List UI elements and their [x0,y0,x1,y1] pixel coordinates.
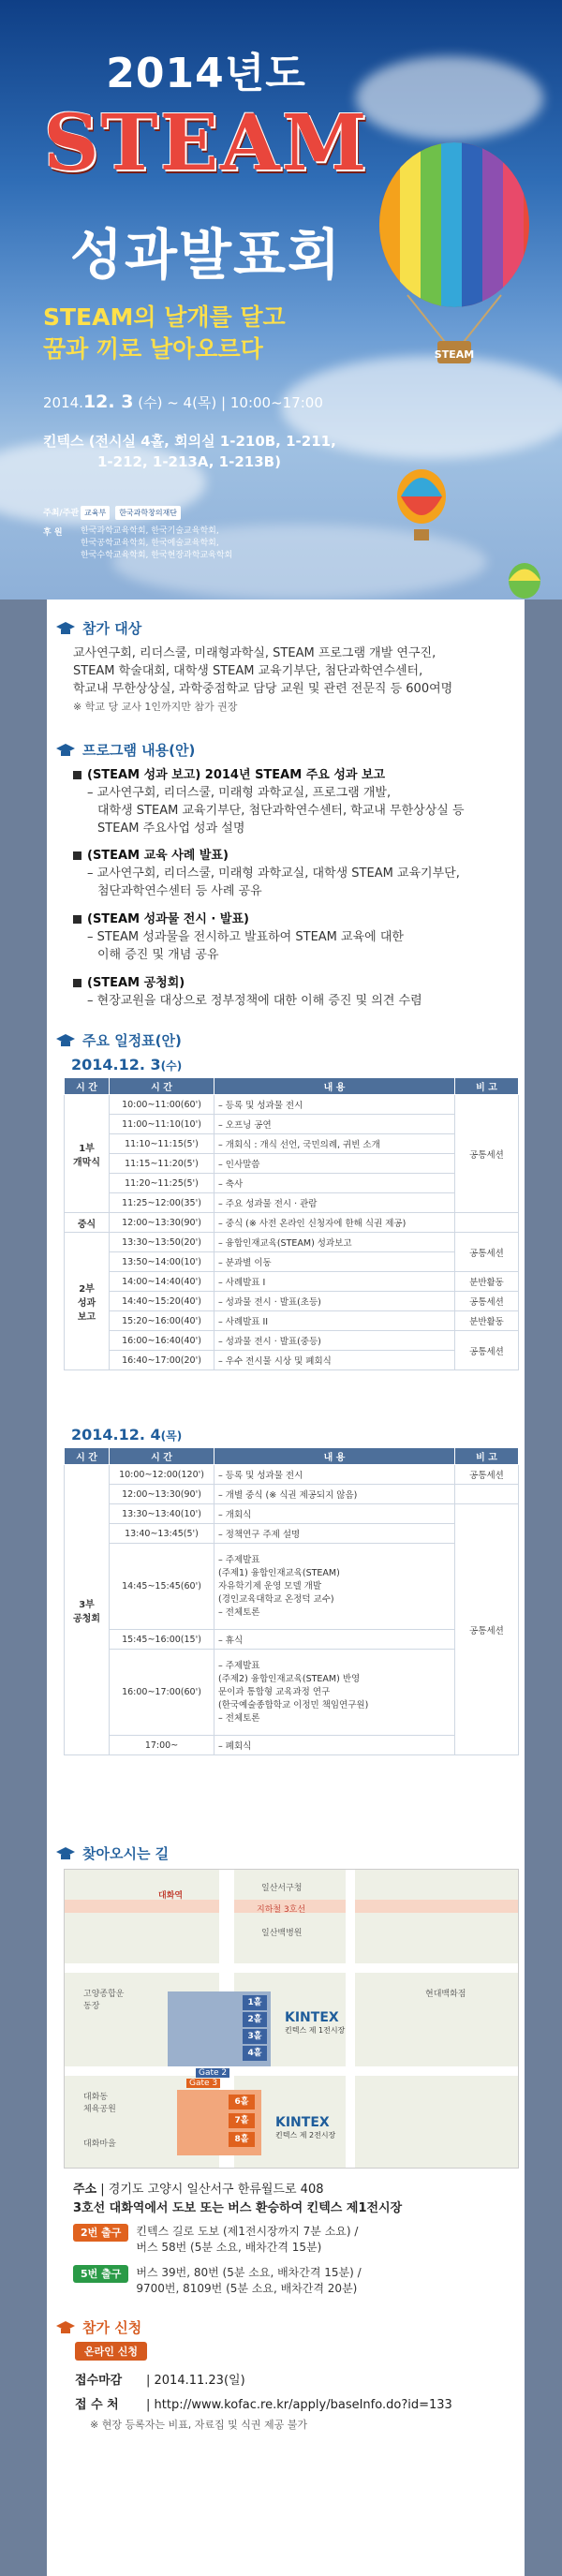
moe-logo: 교육부 [81,506,110,520]
small-balloon-icon [393,468,450,553]
program-item-desc: 첨단과학연수센터 등 사례 공유 [97,884,262,898]
time-cell: 14:00~14:40(40') [110,1272,214,1292]
note-cell: 공통세션 [455,1233,519,1272]
deadline-label: 접수마감 [75,2374,123,2388]
table-row [65,1252,519,1272]
hero-date [43,392,323,412]
exit2-line-1: 킨텍스 길로 도보 (제1전시장까지 7분 소요) / [136,2225,359,2238]
hot-air-balloon-icon [370,141,539,384]
content-cell: – 인사말씀 [214,1154,455,1174]
map-line-label: 지하철 3호선 [257,1905,306,1915]
map-station-label: 일산서구청 [261,1884,303,1893]
hero-section [0,0,562,600]
deadline-text: | 2014.11.23(일) [146,2374,245,2388]
transit-text: 3호선 대화역에서 도보 또는 버스 환승하여 킨텍스 제1전시장 [73,2201,403,2215]
part-cell: 중식 [65,1213,110,1233]
table-row [65,1193,519,1213]
exit2-line-2: 버스 58번 (5분 소요, 배차간격 15분) [136,2241,322,2254]
kofac-logo: 한국과학창의재단 [115,506,181,520]
table-row [65,1504,519,1524]
table-row [65,1115,519,1134]
program-item-desc: 이해 증진 및 개념 공유 [97,948,219,962]
content-cell: – 우수 전시물 시상 및 폐회식 [214,1351,455,1370]
gate-label: Gate 3 [186,2079,220,2088]
graduation-cap-icon [56,2321,75,2334]
gate-label: Gate 2 [196,2068,229,2078]
hosts-line-1: 한국과학교육학회, 한국기술교육학회, [81,526,219,536]
program-item [73,766,518,837]
slogan-line-1: STEAM의 날개를 달고 [43,303,286,331]
hero-title: 성과발표회 [69,223,343,287]
graduation-cap-icon [56,1034,75,1047]
kintex2-name: KINTEX [275,2115,330,2130]
program-item [73,847,518,900]
org-label-host: 주최/주관 [43,509,80,518]
map-hospital-label: 일산백병원 [261,1929,303,1938]
content-cell: – 주제발표 (주제1) 융합인재교육(STEAM) 자유학기제 운영 모델 개발 (경인교육대학교 온정덕 교수) – 전체토론 [214,1544,455,1630]
table-row [65,1544,519,1630]
apply-site-link[interactable]: | http://www.kofac.re.kr/apply/baseInfo.do?id=133 [146,2398,452,2412]
content-cell: – 등록 및 성과물 전시 [214,1465,455,1485]
location-map: 일산서구청 지하철 3호선 일산백병원 대화역 고양종합운동장 현대백화점 대화동 체육공원 대화마을 1홀 2홀 3홀 4홀 KINTEX 킨텍스 제 1전시장 Gate 2 6홀 7홀 8홀 KINTEX 킨텍스 제 2전시장 Gate 3 [64,1869,519,2169]
program-heading-text: 프로그램 내용(안) [82,742,196,759]
hosts-line-2: 한국공학교육학회, 한국예술교육학회, [81,539,219,548]
content-cell: – 오프닝 공연 [214,1115,455,1134]
content-cell: – 성과물 전시 · 발표(초등) [214,1292,455,1311]
time-cell: 12:00~13:30(90') [110,1485,214,1504]
time-cell: 15:20~16:00(40') [110,1311,214,1331]
note-cell: 공통세션 [455,1465,519,1485]
day2-dow: (목) [160,1429,183,1443]
day1-date [71,1056,182,1073]
table-row [65,1095,519,1115]
note-cell: 공통세션 [455,1095,519,1213]
tiny-balloon-icon [506,562,543,600]
col-header-content: 내 용 [214,1448,455,1465]
table-row [65,1213,519,1233]
content-cell: – 개회식 : 개식 선언, 국민의례, 귀빈 소개 [214,1134,455,1154]
exit2-badge: 2번 출구 [73,2224,128,2242]
date-year: 2014. [43,394,83,411]
table-row [65,1292,519,1311]
col-header-note: 비 고 [455,1448,519,1465]
graduation-cap-icon [56,744,75,757]
note-cell: 공통세션 [455,1331,519,1370]
target-note: ※ 학교 당 교사 1인까지만 참가 권장 [73,701,238,713]
content-cell: – 주요 성과물 전시 · 관람 [214,1193,455,1213]
note-cell: 분반활동 [455,1311,519,1331]
address-text: | 경기도 고양시 일산서구 한류월드로 408 [96,2183,324,2197]
time-cell: 14:40~15:20(40') [110,1292,214,1311]
hero-year: 2014년도 [106,50,306,97]
map-station-label: 대화역 [158,1891,184,1901]
note-cell: 공통세션 [455,1292,519,1311]
exit5-line-1: 버스 39번, 80번 (5분 소요, 배차간격 15분) / [136,2266,362,2279]
hero-organizers [43,506,232,568]
graduation-cap-icon [56,1847,75,1860]
time-cell: 15:45~16:00(15') [110,1630,214,1650]
table-row [65,1351,519,1370]
time-cell: 13:50~14:00(10') [110,1252,214,1272]
kintex1-label [285,2010,345,2036]
slogan-line-2: 꿈과 끼로 날아오르다 [43,335,263,363]
col-header-part: 시 간 [65,1448,110,1465]
program-item-title: (STEAM 성과 보고) 2014년 STEAM 주요 성과 보고 [87,768,386,782]
content-cell: – 폐회식 [214,1736,455,1755]
section-program-heading [56,740,195,760]
date-rest: (수) ~ 4(목) | 10:00~17:00 [138,394,323,411]
site-row [75,2394,452,2412]
apply-heading-text: 참가 신청 [82,2319,142,2336]
deadline-row [75,2370,245,2388]
exit2-row [73,2224,523,2256]
venue-line-2: 1-212, 1-213A, 1-213B) [97,453,281,470]
time-cell: 11:10~11:15(5') [110,1134,214,1154]
day1-schedule-table [64,1077,519,1370]
target-line-2: STEAM 학술대회, 대학생 STEAM 교육기부단, 첨단과학연수센터, [73,664,423,678]
time-cell: 11:00~11:10(10') [110,1115,214,1134]
map-store-label: 현대백화점 [425,1990,466,1999]
map-stadium-label: 고양종합운동장 [83,1990,125,2011]
col-header-part: 시 간 [65,1078,110,1095]
site-label: 접 수 처 [75,2398,119,2412]
table-row [65,1311,519,1331]
program-item-desc: 대학생 STEAM 교육기부단, 첨단과학연수센터, 학교내 무한상상실 등 [97,804,465,818]
day2-date-text: 2014.12. 4 [71,1426,161,1443]
content-cell: – 등록 및 성과물 전시 [214,1095,455,1115]
program-item [73,974,518,1010]
content-cell: – 정책연구 주제 설명 [214,1524,455,1544]
part-cell: 2부 성과 보고 [65,1233,110,1370]
table-row [65,1736,519,1755]
exit5-badge: 5번 출구 [73,2265,128,2283]
kintex2-label [275,2115,335,2140]
section-schedule-heading [56,1030,182,1050]
time-cell: 17:00~ [110,1736,214,1755]
col-header-note: 비 고 [455,1078,519,1095]
hero-slogan [43,302,286,365]
program-item-desc: STEAM 주요사업 성과 설명 [97,822,245,836]
address-block [73,2181,523,2218]
content-cell: – 분과별 이동 [214,1252,455,1272]
note-cell: 분반활동 [455,1272,519,1292]
org-label-sponsor: 후 원 [43,528,63,538]
hosts-line-3: 한국수학교육학회, 한국현장과학교육학회 [81,551,233,560]
content-cell: – 휴식 [214,1630,455,1650]
exit5-line-2: 9700번, 8109번 (5분 소요, 배차간격 20분) [136,2282,358,2295]
time-cell: 11:15~11:20(5') [110,1154,214,1174]
target-line-3: 학교내 무한상상실, 과학중점학교 담당 교원 및 관련 전문직 등 600여명 [73,682,453,696]
date-day: 12. 3 [82,392,134,412]
target-heading-text: 참가 대상 [82,620,142,637]
section-apply-heading [56,2317,141,2337]
day1-dow: (수) [160,1059,183,1073]
time-cell: 13:30~13:40(10') [110,1504,214,1524]
table-row [65,1174,519,1193]
table-row [65,1272,519,1292]
part-cell: 1부 개막식 [65,1095,110,1213]
kintex2-sub: 킨텍스 제 2전시장 [275,2131,336,2139]
col-header-content: 내 용 [214,1078,455,1095]
online-apply-badge: 온라인 신청 [75,2342,147,2361]
program-item-title: (STEAM 성과물 전시 · 발표) [87,912,249,926]
time-cell: 16:00~17:00(60') [110,1650,214,1736]
day2-schedule-table [64,1447,519,1755]
time-cell: 13:40~13:45(5') [110,1524,214,1544]
table-row [65,1630,519,1650]
content-cell: – 개회식 [214,1504,455,1524]
section-target-heading [56,618,141,638]
time-cell: 11:20~11:25(5') [110,1174,214,1193]
section-directions-heading [56,1843,169,1863]
program-item-desc: – STEAM 성과물을 전시하고 발표하여 STEAM 교육에 대한 [87,930,404,944]
venue-line-1: 킨텍스 (전시실 4홀, 회의실 1-210B, 1-211, [43,433,336,450]
graduation-cap-icon [56,622,75,635]
content-cell: – 사례발표 I [214,1272,455,1292]
content-cell: – 성과물 전시 · 발표(중등) [214,1331,455,1351]
time-cell: 10:00~11:00(60') [110,1095,214,1115]
address-label: 주소 [73,2183,97,2197]
target-body [73,644,513,716]
content-cell: – 축사 [214,1174,455,1193]
day1-date-text: 2014.12. 3 [71,1056,161,1073]
time-cell: 10:00~12:00(120') [110,1465,214,1485]
program-item-desc: – 교사연구회, 리더스쿨, 미래형 과학교실, 프로그램 개발, [87,786,392,800]
part-cell: 3부 공청회 [65,1465,110,1755]
table-row [65,1154,519,1174]
exit5-row [73,2265,523,2297]
table-row [65,1134,519,1154]
content-cell: – 개별 중식 (※ 식권 제공되지 않음) [214,1485,455,1504]
target-line-1: 교사연구회, 리더스쿨, 미래형과학실, STEAM 프로그램 개발 연구진, [73,646,436,660]
time-cell: 16:40~17:00(20') [110,1351,214,1370]
time-cell: 12:00~13:30(90') [110,1213,214,1233]
balloon-label: STEAM [434,348,475,361]
content-cell: – 사례발표 II [214,1311,455,1331]
time-cell: 11:25~12:00(35') [110,1193,214,1213]
kintex1-sub: 킨텍스 제 1전시장 [285,2026,346,2035]
table-row [65,1524,519,1544]
map-village-label: 대화마을 [83,2139,116,2149]
table-row [65,1485,519,1504]
hero-venue [43,431,380,472]
program-item [73,910,518,964]
col-header-time: 시 간 [110,1448,214,1465]
program-item-desc: – 교사연구회, 리더스쿨, 미래형 과학교실, 대학생 STEAM 교육기부단, [87,866,460,881]
content-cell: – 주제발표 (주제2) 융합인재교육(STEAM) 반영 문이과 통합형 교육과정 연구 (한국예술종합학교 이정민 책임연구원) – 전체토론 [214,1650,455,1736]
apply-note: ※ 현장 등록자는 비표, 자료집 및 식권 제공 불가 [90,2419,307,2431]
kintex1-name: KINTEX [285,2010,339,2025]
hero-steam-logo: STEAM [43,98,369,188]
time-cell: 13:30~13:50(20') [110,1233,214,1252]
schedule-heading-text: 주요 일정표(안) [82,1032,182,1049]
col-header-time: 시 간 [110,1078,214,1095]
map-park-label: 대화동 체육공원 [83,2093,116,2114]
directions-heading-text: 찾아오시는 길 [82,1845,170,1862]
time-cell: 16:00~16:40(40') [110,1331,214,1351]
program-item-title: (STEAM 교육 사례 발표) [87,849,229,863]
day2-date [71,1426,182,1443]
time-cell: 14:45~15:45(60') [110,1544,214,1630]
content-cell: – 융합인재교육(STEAM) 성과보고 [214,1233,455,1252]
program-item-desc: – 현장교원을 대상으로 정부정책에 대한 이해 증진 및 의견 수렴 [87,994,422,1008]
table-row [65,1331,519,1351]
table-row [65,1233,519,1252]
program-item-title: (STEAM 공청회) [87,976,185,990]
content-cell: – 중식 (※ 사전 온라인 신청자에 한해 식권 제공) [214,1213,455,1233]
table-row [65,1465,519,1485]
note-cell: 공통세션 [455,1504,519,1755]
table-row [65,1650,519,1736]
